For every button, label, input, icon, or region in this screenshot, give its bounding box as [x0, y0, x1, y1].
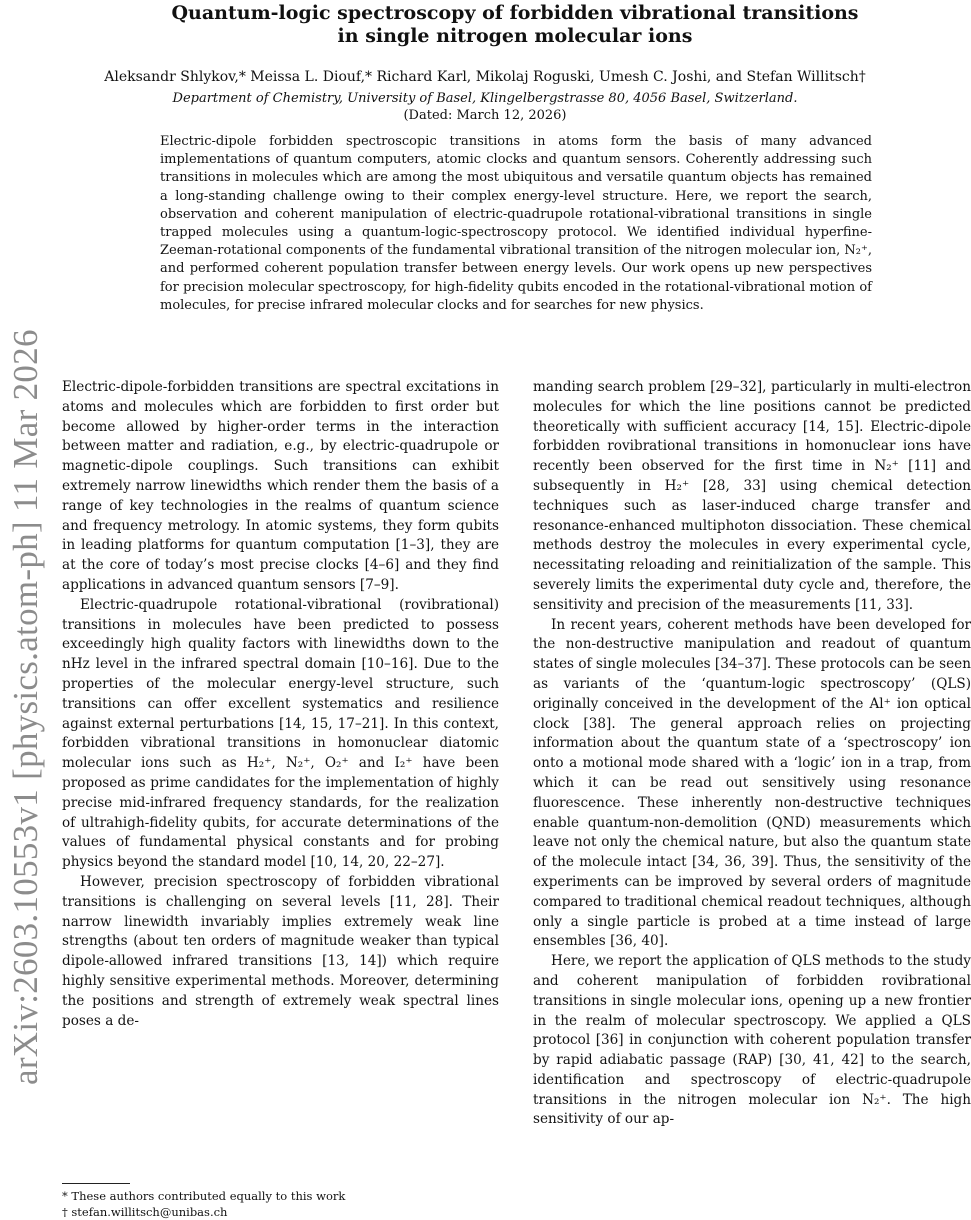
arxiv-side-label: arXiv:2603.10553v1 [physics.atom-ph] 11 Mar 2026: [6, 329, 45, 1085]
title-line-1: Quantum-logic spectroscopy of forbidden vibrational transitions: [171, 2, 859, 24]
footnote-equal-contribution: * These authors contributed equally to this work: [62, 1189, 346, 1203]
footnotes: [62, 1188, 499, 1220]
left-paragraph-2: Electric-quadrupole rotational-vibrational (rovibrational) transitions in molecules have been predicted to possess exceedingly high quality factors with linewidths down to the nHz level in the infrared spectral domain [10–16]. Due to the properties of the molecular energy-level structure, such transitions can offer excellent systematics and resilience against external perturbations [14, 15, 17–21]. In this context, forbidden vibrational transitions in homonuclear diatomic molecular ions such as H₂⁺, N₂⁺, O₂⁺ and I₂⁺ have been proposed as prime candidates for the implementation of highly precise mid-infrared frequency standards, for the realization of ultrahigh-fidelity qubits, for accurate determinations of the values of fundamental physical constants and for probing physics beyond the standard model [10, 14, 20, 22–27].: [62, 596, 499, 871]
abstract: Electric-dipole forbidden spectroscopic transitions in atoms form the basis of many advanced implementations of quantum computers, atomic clocks and quantum sensors. Coherently addressing such transitions in molecules which are among the most ubiquitous and versatile quantum objects has remained a long-standing challenge owing to their complex energy-level structure. Here, we report the search, observation and coherent manipulation of electric-quadrupole rotational-vibrational transitions in single trapped molecules using a quantum-logic-spectroscopy protocol. We identified individual hyperfine-Zeeman-rotational components of the fundamental vibrational transition of the nitrogen molecular ion, N₂⁺, and performed coherent population transfer between energy levels. Our work opens up new perspectives for precision molecular spectroscopy, for high-fidelity qubits encoded in the rotational-vibrational motion of molecules, for precise infrared molecular clocks and for searches for new physics.: [160, 134, 872, 313]
left-paragraph-1: Electric-dipole-forbidden transitions are spectral excitations in atoms and molecules which are forbidden to first order but become allowed by higher-order terms in the interaction between matter and radiation, e.g., by electric-quadrupole or magnetic-dipole couplings. Such transitions can exhibit extremely narrow linewidths which render them the basis of a range of key technologies in the realms of quantum science and frequency metrology. In atomic systems, they form qubits in leading platforms for quantum computation [1–3], they are at the core of today’s most precise clocks [4–6] and they find applications in advanced quantum sensors [7–9].: [62, 379, 499, 593]
affiliation: Department of Chemistry, University of Basel, Klingelbergstrasse 80, 4056 Basel, Switzerland.: [172, 91, 798, 106]
dated-line: (Dated: March 12, 2026): [403, 108, 567, 123]
right-paragraph-3: Here, we report the application of QLS methods to the study and coherent manipulation of forbidden rovibrational transitions in single molecular ions, opening up a new frontier in the realm of molecular spectroscopy. We applied a QLS protocol [36] in conjunction with coherent population transfer by rapid adiabatic passage (RAP) [30, 41, 42] to the search, identification and spectroscopy of electric-quadrupole transitions in the nitrogen molecular ion N₂⁺. The high sensitivity of our ap-: [533, 953, 971, 1128]
footnote-divider: [62, 1183, 130, 1184]
footnote-corresponding-email: † stefan.willitsch@unibas.ch: [62, 1205, 228, 1219]
left-column: [62, 378, 499, 1031]
right-paragraph-1: manding search problem [29–32], particularly in multi-electron molecules for which the line positions cannot be predicted theoretically with sufficient accuracy [14, 15]. Electric-dipole forbidden rovibrational transitions in homonuclear ions have recently been observed for the first time in N₂⁺ [11] and subsequently in H₂⁺ [28, 33] using chemical detection techniques such as laser-induced charge transfer and resonance-enhanced multiphoton dissociation. These chemical methods destroy the molecules in every experimental cycle, necessitating reloading and reinitialization of the sample. This severely limits the experimental duty cycle and, therefore, the sensitivity and precision of the measurements [11, 33].: [533, 379, 971, 613]
right-column: [533, 378, 971, 1130]
right-paragraph-2: In recent years, coherent methods have been developed for the non-destructive manipulation and readout of quantum states of single molecules [34–37]. These protocols can be seen as variants of the ‘quantum-logic spectroscopy’ (QLS) originally conceived in the development of the Al⁺ ion optical clock [38]. The general approach relies on projecting information about the quantum state of a ‘spectroscopy’ ion onto a motional mode shared with a ‘logic’ ion in a trap, from which it can be read out sensitively using resonance fluorescence. These inherently non-destructive techniques enable quantum-non-demolition (QND) measurements which leave not only the chemical nature, but also the quantum state of the molecule intact [34, 36, 39]. Thus, the sensitivity of the experiments can be improved by several orders of magnitude compared to traditional chemical readout techniques, although only a single particle is probed at a time instead of large ensembles [36, 40].: [533, 616, 971, 950]
left-paragraph-3: However, precision spectroscopy of forbidden vibrational transitions is challenging on several levels [11, 28]. Their narrow linewidth invariably implies extremely weak line strengths (about ten orders of magnitude weaker than typical dipole-allowed infrared transitions [13, 14]) which require highly sensitive experimental methods. Moreover, determining the positions and strength of extremely weak spectral lines poses a de-: [62, 873, 499, 1029]
title-line-2: in single nitrogen molecular ions: [337, 25, 693, 47]
author-list: Aleksandr Shlykov,* Meissa L. Diouf,* Richard Karl, Mikolaj Roguski, Umesh C. Joshi, and Stefan Willitsch†: [104, 69, 866, 85]
paper-title: [150, 2, 880, 48]
